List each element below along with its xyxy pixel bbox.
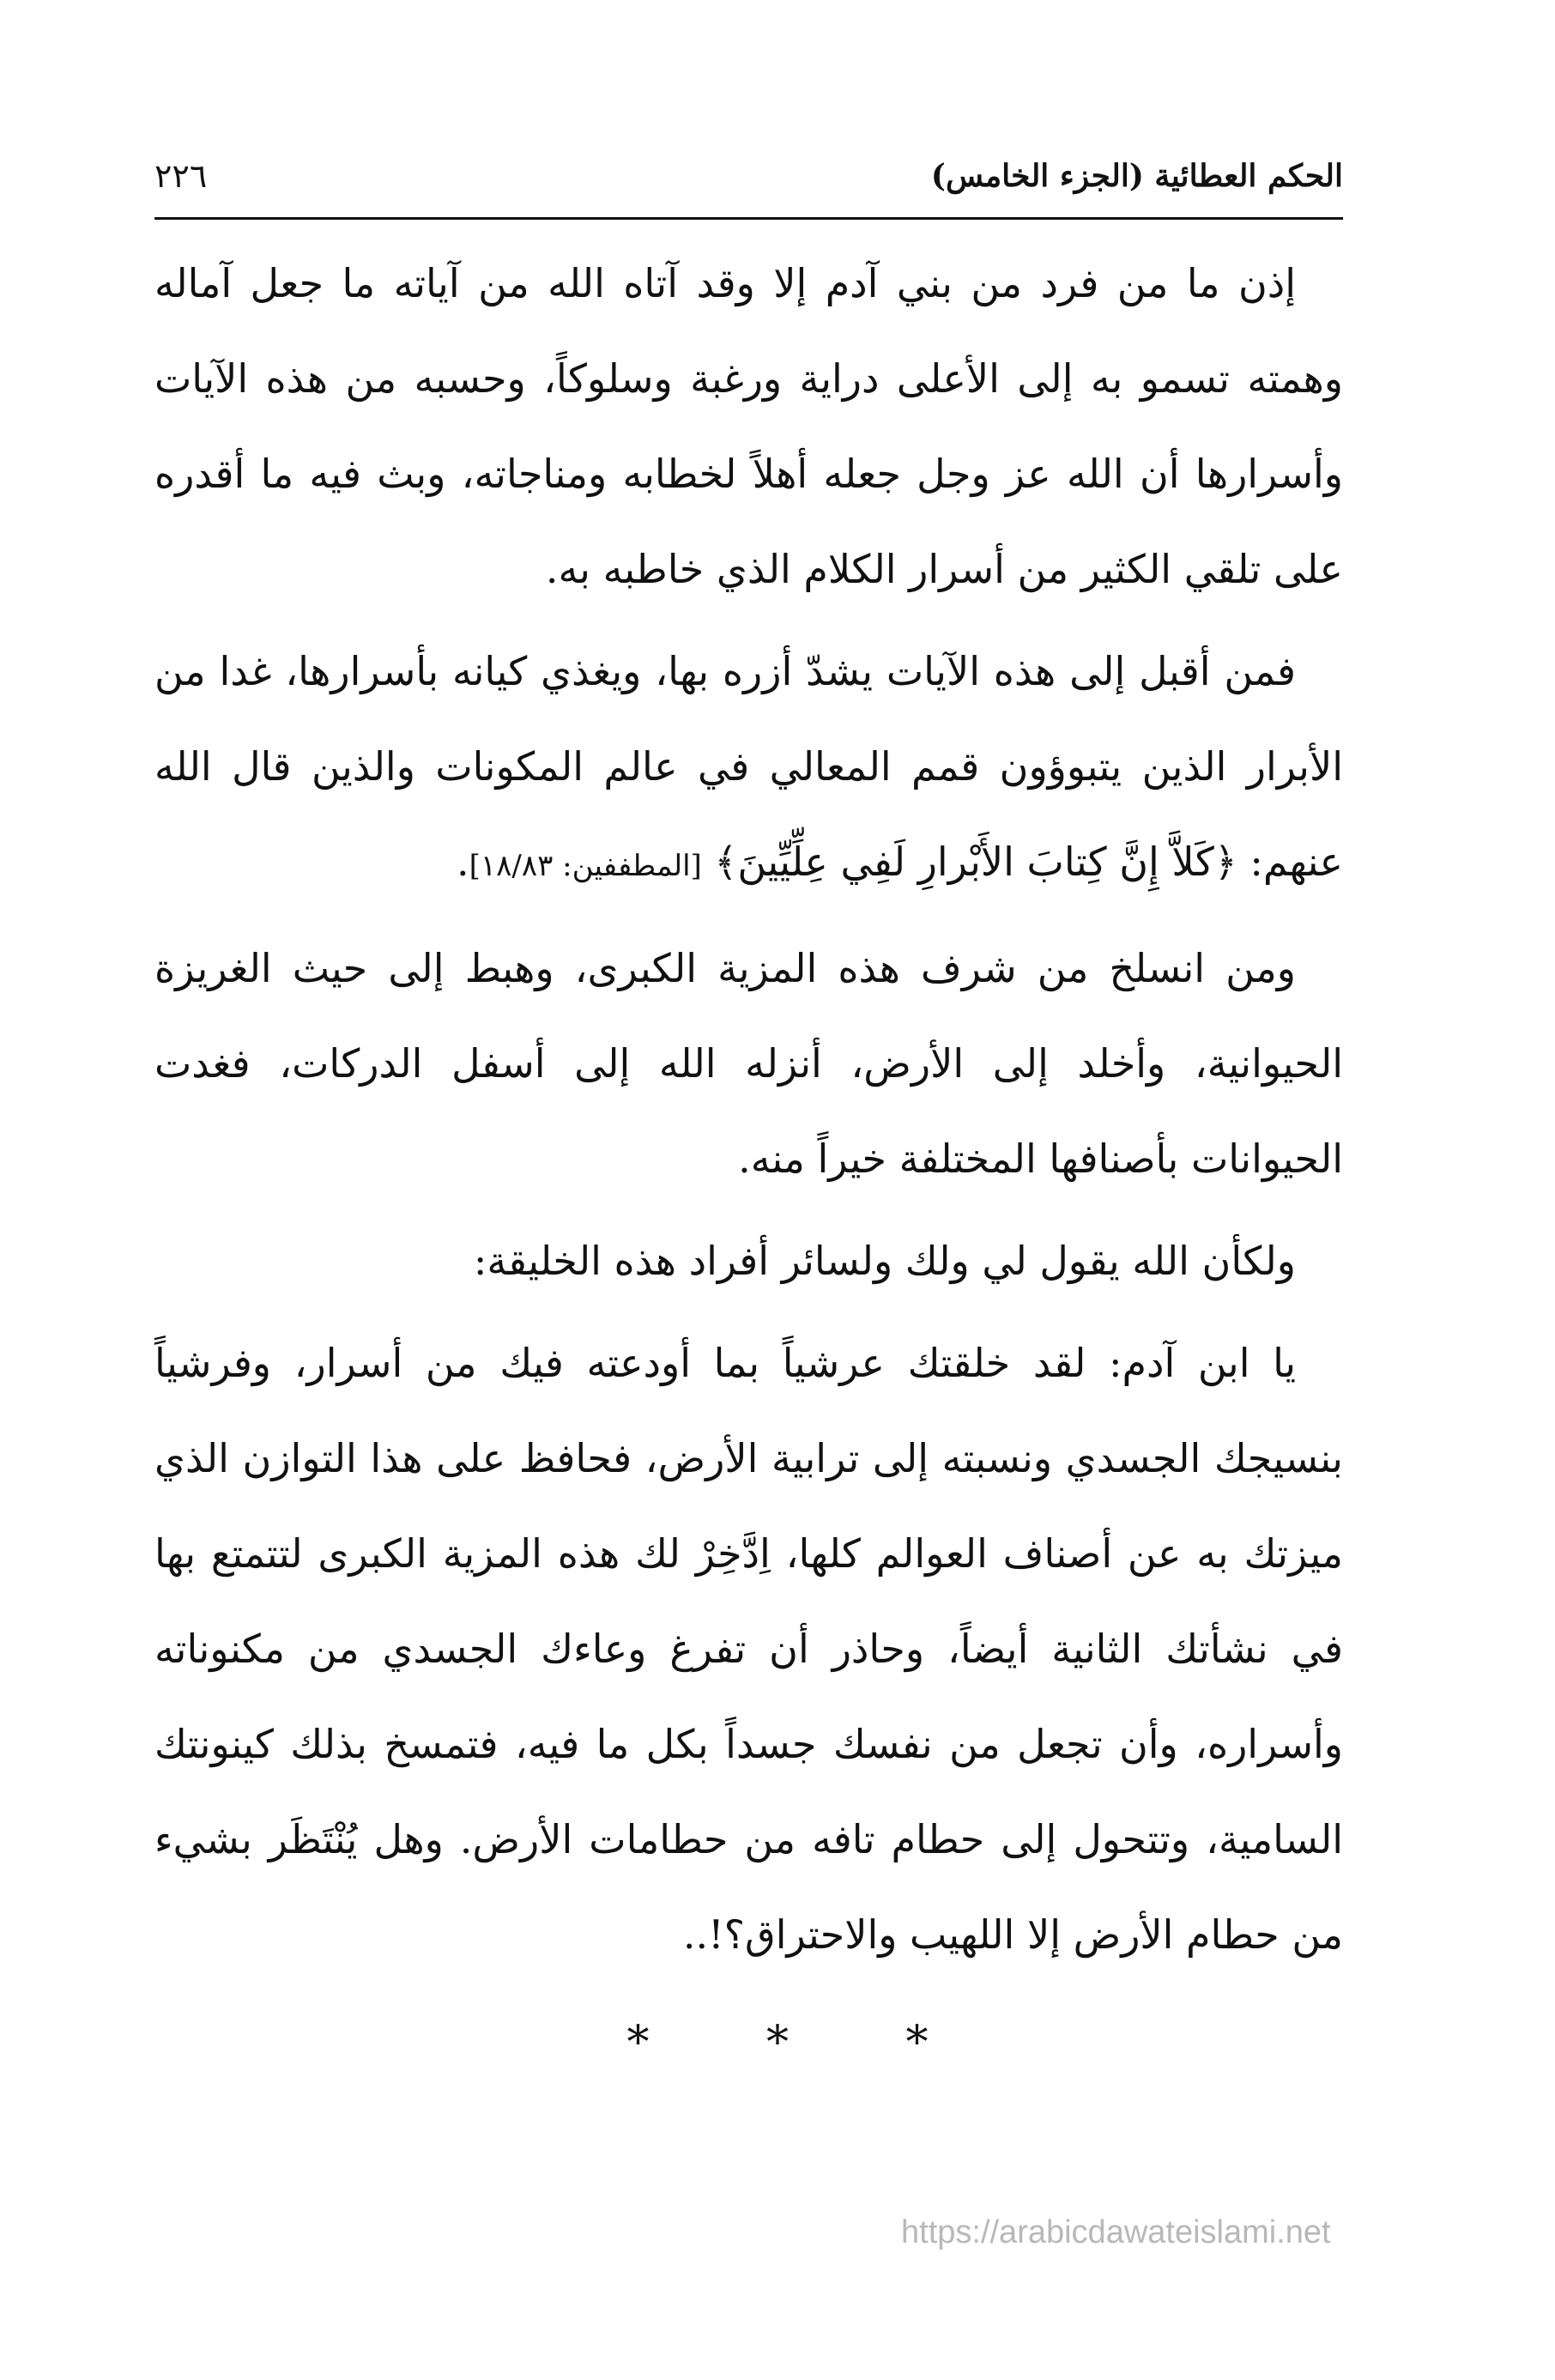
separator-asterisk: *	[766, 2017, 789, 2068]
paragraph-5: يا ابن آدم: لقد خلقتك عرشياً بما أودعته فيك من أسرار، وفرشياً بنسيجك الجسدي ونسبته إلى ترابية الأرض، فحافظ على هذا التوازن الذي ميزتك به عن أصناف العوالم كلها، اِدَّخِرْ لك هذه المزية الكبرى لتتمتع بها في نشأتك الثانية أيضاً، وحاذر أن تفرغ وعاءك الجسدي من مكنوناته وأسراره، وأن تجعل من نفسك جسداً بكل ما فيه، فتمسخ بذلك كينونتك السامية، وتتحول إلى حطام تافه من حطامات الأرض. وهل يُنْتَظَر بشيء من حطام الأرض إلا اللهيب والاحتراق؟!..	[154, 1340, 1343, 1958]
header-divider	[154, 217, 1343, 220]
body-text	[154, 236, 1343, 1983]
separator-asterisk: *	[905, 2017, 929, 2068]
paragraph-2-text: فمن أقبل إلى هذه الآيات يشدّ أزره بها، ويغذي كيانه بأسرارها، غدا من الأبرار الذين يتبوؤون قمم المعالي في عالم المكونات والذين قال الله عنهم:	[154, 648, 1343, 885]
paragraph-2-end: .	[456, 839, 469, 885]
section-separator	[0, 2017, 1555, 2068]
paragraph-4: ولكأن الله يقول لي ولك ولسائر أفراد هذه الخليقة:	[473, 1238, 1296, 1284]
verse-citation: [المطففين: ١٨/٨٣]	[469, 849, 702, 883]
running-header	[154, 150, 1343, 210]
header-title: الحكم العطائية (الجزء الخامس)	[930, 158, 1343, 194]
paragraph-2	[154, 624, 1343, 914]
paragraph-3: ومن انسلخ من شرف هذه المزية الكبرى، وهبط إلى حيث الغريزة الحيوانية، وأخلد إلى الأرض، أنزله الله إلى أسفل الدركات، فغدت الحيوانات بأصنافها المختلفة خيراً منه.	[154, 945, 1343, 1182]
quran-verse: ﴿كَلاَّ إِنَّ كِتابَ الأَبْرارِ لَفِي عِلِّيِّينَ﴾	[714, 839, 1237, 885]
paragraph-1: إذن ما من فرد من بني آدم إلا وقد آتاه الله من آياته ما جعل آماله وهمته تسمو به إلى الأعلى دراية ورغبة وسلوكاً، وحسبه من هذه الآيات وأسرارها أن الله عز وجل جعله أهلاً لخطابه ومناجاته، وبث فيه ما أقدره على تلقي الكثير من أسرار الكلام الذي خاطبه به.	[154, 260, 1343, 592]
watermark-url: https://arabicdawateislami.net	[901, 2214, 1331, 2250]
separator-asterisk: *	[626, 2017, 650, 2068]
page-number: ٢٢٦	[154, 157, 208, 195]
